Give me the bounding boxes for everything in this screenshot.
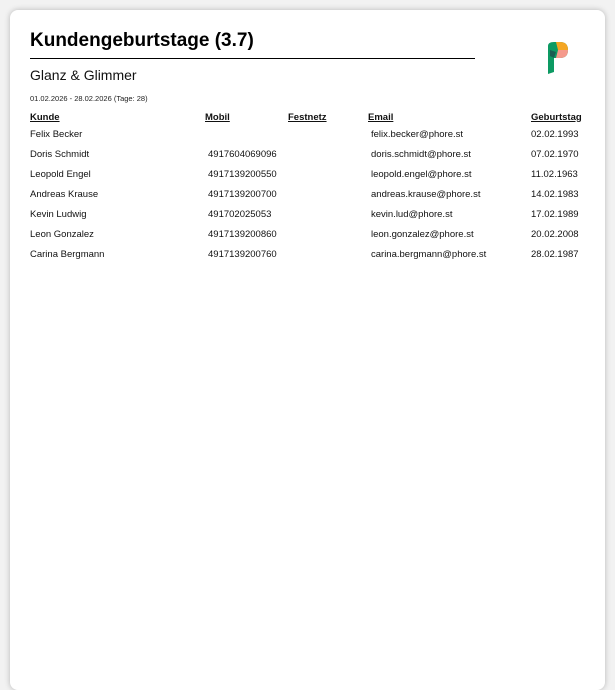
birthday-table [30,110,582,264]
cell-geburtstag: 02.02.1993 [531,128,579,140]
column-header-mobil: Mobil [205,111,230,123]
cell-mobil: 4917139200550 [208,168,277,180]
cell-kunde: Felix Becker [30,128,83,140]
cell-geburtstag: 20.02.2008 [531,228,579,240]
cell-email: carina.bergmann@phore.st [371,248,487,260]
cell-geburtstag: 11.02.1963 [531,168,578,180]
cell-geburtstag: 17.02.1989 [531,208,579,220]
date-range: 01.02.2026 - 28.02.2026 (Tage: 28) [30,94,148,103]
cell-festnetz [288,144,368,164]
column-header-geburtstag: Geburtstag [531,111,582,123]
cell-email: kevin.lud@phore.st [371,208,453,220]
cell-festnetz [288,224,368,244]
title-divider [30,58,475,59]
cell-kunde: Doris Schmidt [30,148,90,160]
cell-mobil: 4917604069096 [208,148,277,160]
cell-mobil: 4917139200760 [208,248,277,260]
cell-email: felix.becker@phore.st [371,128,464,140]
cell-geburtstag: 14.02.1983 [531,188,579,200]
cell-festnetz [288,204,368,224]
report-page [10,10,605,690]
table-row [30,144,582,164]
table-row [30,204,582,224]
table-row [30,244,582,264]
cell-geburtstag: 28.02.1987 [531,248,579,260]
cell-mobil: 491702025053 [208,208,272,220]
column-header-festnetz: Festnetz [288,111,327,123]
cell-email: leopold.engel@phore.st [371,168,472,180]
cell-email: andreas.krause@phore.st [371,188,481,200]
table-row [30,184,582,204]
cell-email: doris.schmidt@phore.st [371,148,471,160]
table-row [30,124,582,144]
brand-logo-icon [546,40,572,76]
cell-kunde: Leon Gonzalez [30,228,94,240]
page-title: Kundengeburtstage (3.7) [30,30,254,51]
cell-festnetz [288,164,368,184]
cell-email: leon.gonzalez@phore.st [371,228,474,240]
cell-kunde: Carina Bergmann [30,248,105,260]
table-row [30,224,582,244]
cell-kunde: Leopold Engel [30,168,91,180]
cell-festnetz [288,124,368,144]
cell-festnetz [288,244,368,264]
cell-kunde: Andreas Krause [30,188,99,200]
cell-geburtstag: 07.02.1970 [531,148,579,160]
cell-mobil: 4917139200700 [208,188,277,200]
table-row [30,164,582,184]
cell-mobil [205,124,288,144]
shop-name: Glanz & Glimmer [30,67,137,83]
cell-mobil: 4917139200860 [208,228,277,240]
cell-kunde: Kevin Ludwig [30,208,87,220]
column-header-email: Email [368,111,394,123]
cell-festnetz [288,184,368,204]
column-header-kunde: Kunde [30,111,60,123]
